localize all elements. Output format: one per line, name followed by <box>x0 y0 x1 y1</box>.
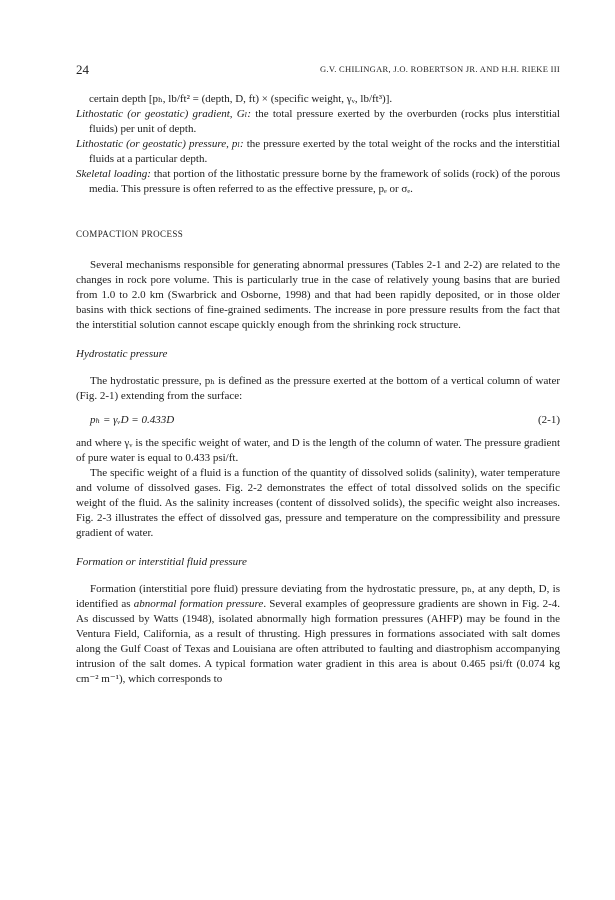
definition-text: that portion of the lithostatic pressure borne by the framework of <box>153 168 441 180</box>
definition-term: Lithostatic (or geostatic) pressure, pₗ: <box>76 138 244 150</box>
paragraph-text-continued: . Several examples of geopressure gradients are shown in Fig. 2-4. As discussed by Watts (1948), isolated abnormally high formation pressures (AHFP) may be found in the Ventura Field, California, as a result of thrusting. High pressures in formations associated with salt domes along the Gulf Coast of Texas and Louisiana are often attributed to faulting and diastrophism accompanying intrusion of the salt domes. A typical formation water gradient in this area is about 0.465 psi/ft (0.074 kg cm⁻² m⁻¹), which corresponds to <box>76 598 560 685</box>
paragraph-hydrostatic-definition: The hydrostatic pressure, pₕ is defined as the pressure exerted at the bottom of a vertical column of water (Fig. 2-1) extending from the surface: <box>76 375 560 402</box>
page-number: 24 <box>76 62 89 77</box>
equation-body: pₕ = γᵥD = 0.433D <box>90 414 175 426</box>
running-head-authors: G.V. CHILINGAR, J.O. ROBERTSON JR. AND H.H. RIEKE III <box>319 64 560 74</box>
definition-text-continued: rocks and the interstitial fluids at a particular depth. <box>89 138 560 165</box>
paragraph-specific-weight-fluid: The specific weight of a fluid is a function of the quantity of dissolved solids (salinity), water temperature and volume of dissolved gases. Fig. 2-2 demonstrates the effect of total dissolved solids on the specific weight of the fluid. As the salinity increases (content of dissolved solids), the specific weight also increases. Fig. 2-3 illustrates the effect of dissolved gas, pressure and temperature on the compressibility and pressure gradient of water. <box>76 467 560 539</box>
definition-lithostatic-gradient <box>76 107 560 137</box>
definition-text-continued: solids (rock) of the porous media. This pressure is often referred to as the effective pressure, pₑ or σₑ. <box>89 168 561 195</box>
page-header <box>76 62 560 78</box>
continued-definition-line: certain depth [pₕ, lb/ft² = (depth, D, ft) × (specific weight, γᵥ, lb/ft³)]. <box>89 93 393 105</box>
emphasized-term: abnormal formation pressure <box>133 598 264 610</box>
definition-text-continued: (rocks plus interstitial fluids) per unit of depth. <box>89 108 560 135</box>
definition-term: Lithostatic (or geostatic) gradient, Gₗ: <box>76 108 251 120</box>
page-body <box>76 92 560 687</box>
subheading-hydrostatic-pressure: Hydrostatic pressure <box>76 348 168 360</box>
paragraph-formation-pressure <box>76 582 560 687</box>
paragraph-compaction: Several mechanisms responsible for generating abnormal pressures (Tables 2-1 and 2-2) are related to the changes in rock pore volume. This is particularly true in the case of relatively young basins that are buried from 1.0 to 2.0 km (Swarbrick and Osborne, 1998) and that had been rapidly deposited, or in those older basins with thick sections of fine-grained sediments. The increase in pore pressure results from the fact that the interstitial solution cannot escape quickly enough from the shrinking rock structure. <box>76 259 560 331</box>
subheading-formation-pressure: Formation or interstitial fluid pressure <box>76 556 247 568</box>
paragraph-specific-weight-water: and where γᵥ is the specific weight of water, and D is the length of the column of water. The pressure gradient of pure water is equal to 0.433 psi/ft. <box>76 437 560 464</box>
equation-number: (2-1) <box>538 414 560 426</box>
equation-2-1 <box>76 413 560 428</box>
definition-term: Skeletal loading: <box>76 168 151 180</box>
definition-skeletal-loading <box>76 167 560 197</box>
definition-text: the pressure exerted by the total weight of the <box>246 138 451 150</box>
definition-lithostatic-pressure <box>76 137 560 167</box>
paragraph-text: Formation (interstitial pore fluid) pressure deviating from the hydrostatic pressure, pₕ, at any depth, D, is identified as <box>76 583 560 610</box>
definition-text: the total pressure exerted by the overburden <box>255 108 457 120</box>
section-heading-compaction: COMPACTION PROCESS <box>76 229 184 239</box>
